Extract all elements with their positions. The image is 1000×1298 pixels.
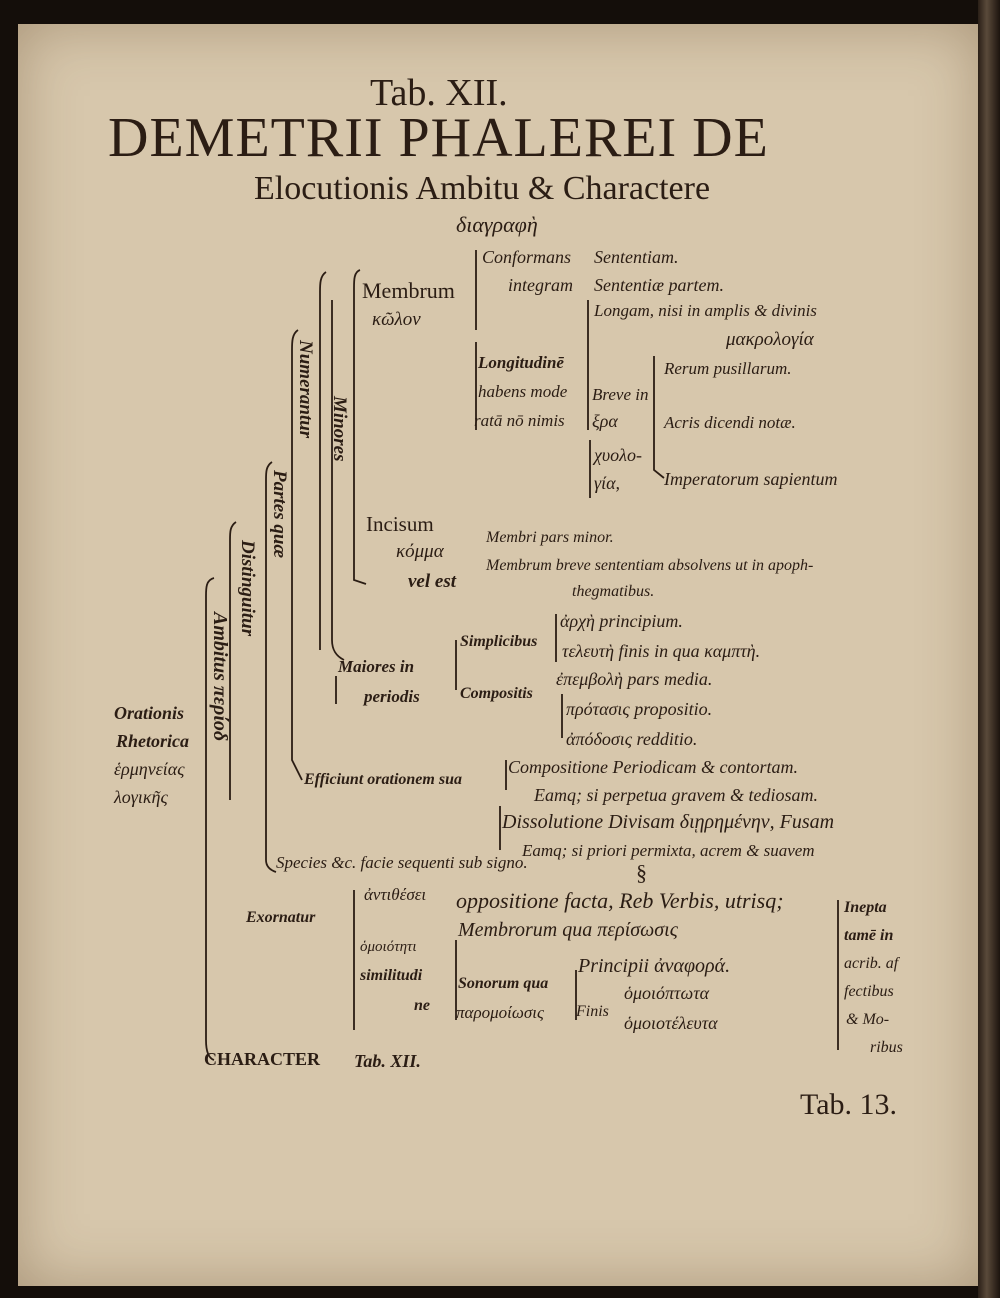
brevis-greek-1: ξρα bbox=[592, 411, 618, 431]
root-line-2: Rhetorica bbox=[116, 731, 190, 751]
bracket-minores bbox=[332, 300, 344, 660]
membrorum-text: Membrorum qua περίσωσις bbox=[458, 919, 678, 941]
homoiotes-line-1: ὁμοιότητι bbox=[360, 939, 417, 955]
opposition-text: oppositione facta, Reb Verbis, utrisq; bbox=[456, 888, 784, 913]
brevis-greek-2: χυολο- bbox=[594, 445, 642, 465]
membrum-label: Membrum bbox=[362, 278, 455, 303]
bracket-numerantur bbox=[320, 272, 326, 650]
simplicibus-text: Simplicibus bbox=[460, 633, 538, 650]
inepta-line-3: acrib. af bbox=[844, 955, 899, 972]
thegmatibus-text: thegmatibus. bbox=[572, 583, 655, 600]
compositis-text: Compositis bbox=[460, 685, 533, 702]
arche-text: ἀρχὴ principium. bbox=[560, 611, 683, 631]
root-line-1: Orationis bbox=[114, 703, 185, 723]
character-tab: Tab. XII. bbox=[354, 1051, 421, 1071]
root-line-3: ἑρμηνείας bbox=[114, 759, 185, 779]
epembole-text: ἐπεμβολὴ pars media. bbox=[556, 669, 713, 689]
tab-label: Tab. XII. bbox=[370, 72, 508, 114]
integram-text: integram bbox=[508, 275, 573, 295]
longitudine-line-2: habens mode bbox=[478, 382, 568, 401]
membri-pars-text: Membri pars minor. bbox=[486, 529, 614, 546]
incisum-label: Incisum bbox=[366, 512, 434, 536]
principii-text: Principii ἀναφορά. bbox=[578, 955, 731, 977]
protasis-text: πρότασις propositio. bbox=[566, 699, 713, 719]
homoioptota-text: ὁμοιόπτωτα bbox=[624, 983, 710, 1003]
page-subtitle: Elocutionis Ambitu & Charactere bbox=[254, 170, 711, 207]
longitudine-line-1: Longitudinē bbox=[478, 353, 564, 372]
bracket-membrum bbox=[354, 270, 366, 584]
teleute-text: τελευτὴ finis in qua καμπτὴ. bbox=[562, 641, 761, 661]
efficiunt-label: Efficiunt orationem sua bbox=[304, 771, 462, 788]
maiores-line-2: periodis bbox=[364, 687, 420, 706]
inepta-line-4: fectibus bbox=[844, 983, 894, 1000]
homoioteleuta-text: ὁμοιοτέλευτα bbox=[624, 1013, 718, 1033]
sonorum-line-2: παρομοίωσις bbox=[456, 1003, 544, 1022]
page-title: DEMETRII PHALEREI DE bbox=[108, 107, 769, 169]
sententiam-text: Sententiam. bbox=[594, 247, 679, 267]
longitudine-line-3: ratā nō nimis bbox=[474, 411, 565, 430]
inepta-line-2: tamē in bbox=[844, 927, 894, 944]
bracket-greek-short bbox=[654, 356, 664, 478]
footer-tab-13: Tab. 13. bbox=[800, 1088, 898, 1121]
vertical-label-ambitus: Ambitus περίοδ bbox=[209, 612, 231, 742]
inepta-line-5: & Mo- bbox=[846, 1011, 890, 1028]
character-label: CHARACTER bbox=[204, 1049, 321, 1069]
longam-text: Longam, nisi in amplis & divinis bbox=[594, 301, 817, 320]
diagraphe-label: διαγραφὴ bbox=[456, 212, 538, 237]
membrum-greek: κῶλον bbox=[372, 309, 421, 330]
breve-text: Breve in bbox=[592, 385, 649, 404]
sonorum-line-1: Sonorum qua bbox=[458, 975, 549, 992]
apodosis-text: ἀπόδοσις redditio. bbox=[566, 729, 698, 749]
vertical-label-distinguitur: Distinguitur bbox=[237, 540, 258, 637]
brevis-greek-3: γία, bbox=[594, 473, 621, 493]
vertical-label-partes: Partes quæ bbox=[269, 470, 290, 559]
root-line-4: λογικῆς bbox=[114, 787, 168, 807]
finis-text: Finis bbox=[576, 1003, 609, 1020]
homoiotes-line-2: similitudi bbox=[360, 967, 423, 984]
vertical-label-minores: Minores bbox=[329, 396, 350, 462]
conformans-text: Conformans bbox=[482, 247, 572, 267]
vel-est-text: vel est bbox=[408, 571, 457, 592]
section-sign: § bbox=[636, 860, 647, 885]
compositione-text: Compositione Periodicam & contortam. bbox=[508, 757, 798, 777]
rerum-text: Rerum pusillarum. bbox=[664, 359, 792, 378]
vertical-label-numerantur: Numerantur bbox=[295, 340, 316, 439]
inepta-line-1: Inepta bbox=[844, 899, 887, 916]
antithesi-greek: ἀντιθέσει bbox=[364, 885, 427, 904]
exornatur-label: Exornatur bbox=[246, 909, 316, 926]
inepta-line-6: ribus bbox=[870, 1039, 903, 1056]
dissolutione-text: Dissolutione Divisam διῃρημένην, Fusam bbox=[502, 811, 835, 833]
sententiae-partem-text: Sententiæ partem. bbox=[594, 275, 724, 295]
incisum-greek: κόμμα bbox=[396, 541, 444, 562]
eamque-priori-text: Eamq; si priori permixta, acrem & suavem bbox=[522, 841, 815, 860]
eamque-perpetua-text: Eamq; si perpetua gravem & tediosam. bbox=[534, 785, 818, 805]
imperatorum-text: Imperatorum sapientum bbox=[664, 469, 838, 489]
homoiotes-line-3: ne bbox=[414, 997, 430, 1014]
maiores-line-1: Maiores in bbox=[338, 657, 415, 676]
makrologia-text: μακρολογία bbox=[726, 329, 814, 350]
species-text: Species &c. facie sequenti sub signo. bbox=[276, 853, 528, 872]
acris-text: Acris dicendi notæ. bbox=[664, 413, 796, 432]
membrum-breve-text: Membrum breve sententiam absolvens ut in apoph- bbox=[486, 557, 814, 574]
